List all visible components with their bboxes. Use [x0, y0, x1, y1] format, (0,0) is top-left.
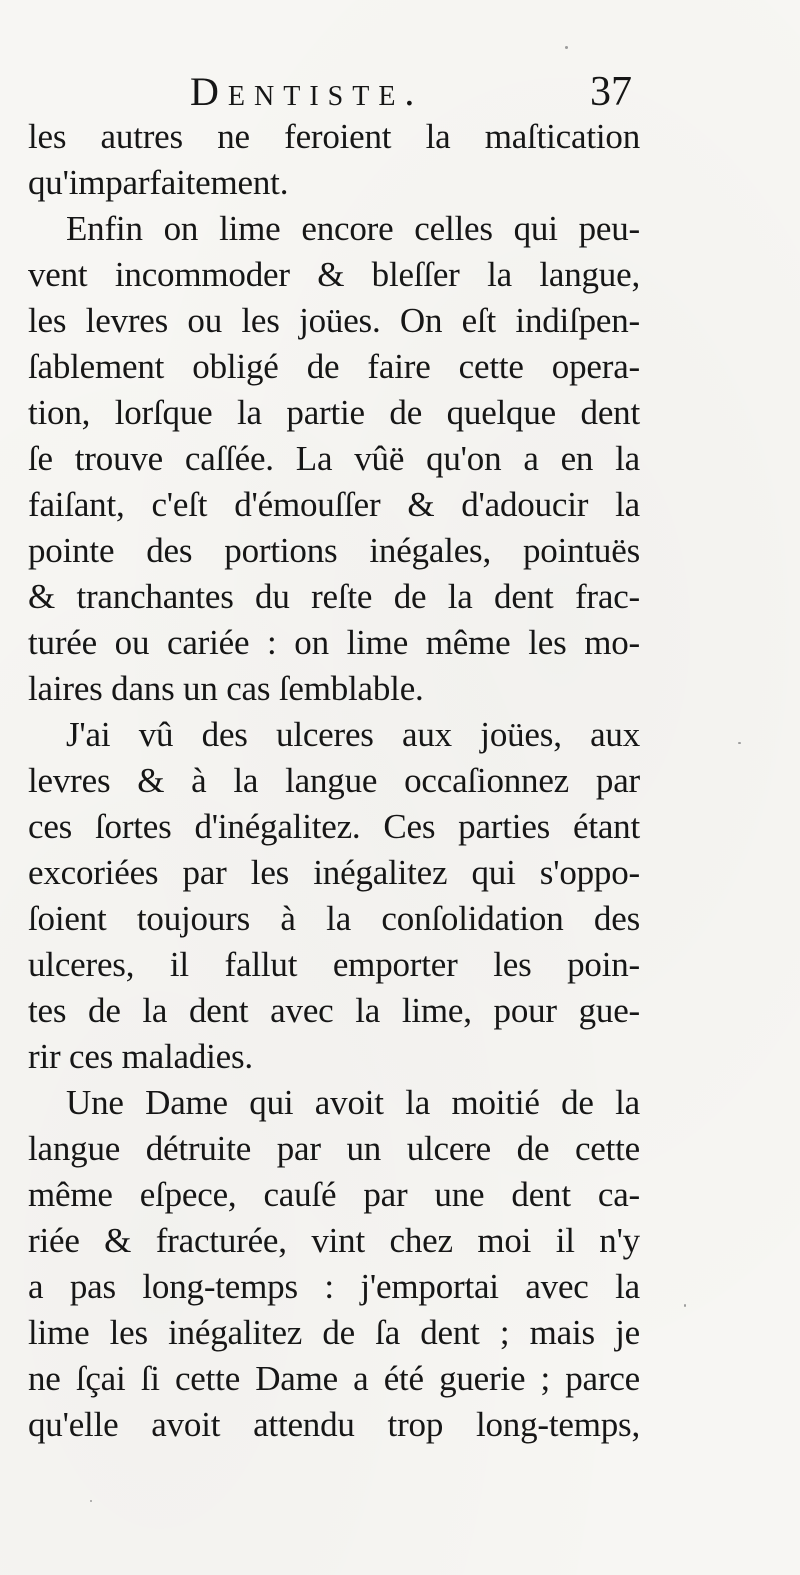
- text-line: vent incommoder & bleſſer la langue,: [28, 255, 640, 294]
- text-line: ſe trouve caſſée. La vûë qu'on a en la: [28, 439, 640, 478]
- running-title: Dentiste.: [190, 69, 424, 114]
- page-number: 37: [590, 69, 632, 115]
- text-line: les levres ou les joües. On eſt indiſpen-: [28, 301, 640, 340]
- text-line: riée & fracturée, vint chez moi il n'y: [28, 1221, 640, 1260]
- text-line: Enfin on lime encore celles qui peu-: [66, 209, 640, 248]
- text-line: qu'imparfaitement.: [28, 163, 289, 202]
- text-line: ſoient toujours à la conſolidation des: [28, 899, 640, 938]
- text-line: tes de la dent avec la lime, pour gue-: [28, 991, 640, 1030]
- text-line: excoriées par les inégalitez qui s'oppo-: [28, 853, 640, 892]
- text-line: ulceres, il fallut emporter les poin-: [28, 945, 640, 984]
- text-line: les autres ne feroient la maſtication: [28, 117, 640, 156]
- body-text: [28, 114, 640, 1448]
- text-line: laires dans un cas ſemblable.: [28, 669, 424, 708]
- text-line: turée ou cariée : on lime même les mo-: [28, 623, 640, 662]
- text-line: Une Dame qui avoit la moitié de la: [66, 1083, 640, 1122]
- paper-speck: [684, 1304, 686, 1307]
- text-line: faiſant, c'eſt d'émouſſer & d'adoucir la: [28, 485, 640, 524]
- text-line: qu'elle avoit attendu trop long-temps,: [28, 1405, 640, 1444]
- text-line: rir ces maladies.: [28, 1037, 253, 1076]
- text-line: ces ſortes d'inégalitez. Ces parties étant: [28, 807, 640, 846]
- text-line: & tranchantes du reſte de la dent frac-: [28, 577, 640, 616]
- text-line: tion, lorſque la partie de quelque dent: [28, 393, 640, 432]
- text-line: langue détruite par un ulcere de cette: [28, 1129, 640, 1168]
- text-line: ſablement obligé de faire cette opera-: [28, 347, 640, 386]
- paper-speck: [738, 742, 741, 744]
- running-head: [190, 62, 640, 122]
- text-line: levres & à la langue occaſionnez par: [28, 761, 640, 800]
- paper-speck: [565, 46, 568, 49]
- text-line: lime les inégalitez de ſa dent ; mais je: [28, 1313, 640, 1352]
- text-line: même eſpece, cauſé par une dent ca-: [28, 1175, 640, 1214]
- text-line: pointe des portions inégales, pointuës: [28, 531, 640, 570]
- paper-speck: [90, 1500, 92, 1502]
- text-line: J'ai vû des ulceres aux joües, aux: [66, 715, 640, 754]
- text-line: ne ſçai ſi cette Dame a été guerie ; parce: [28, 1359, 640, 1398]
- text-line: a pas long-temps : j'emportai avec la: [28, 1267, 640, 1306]
